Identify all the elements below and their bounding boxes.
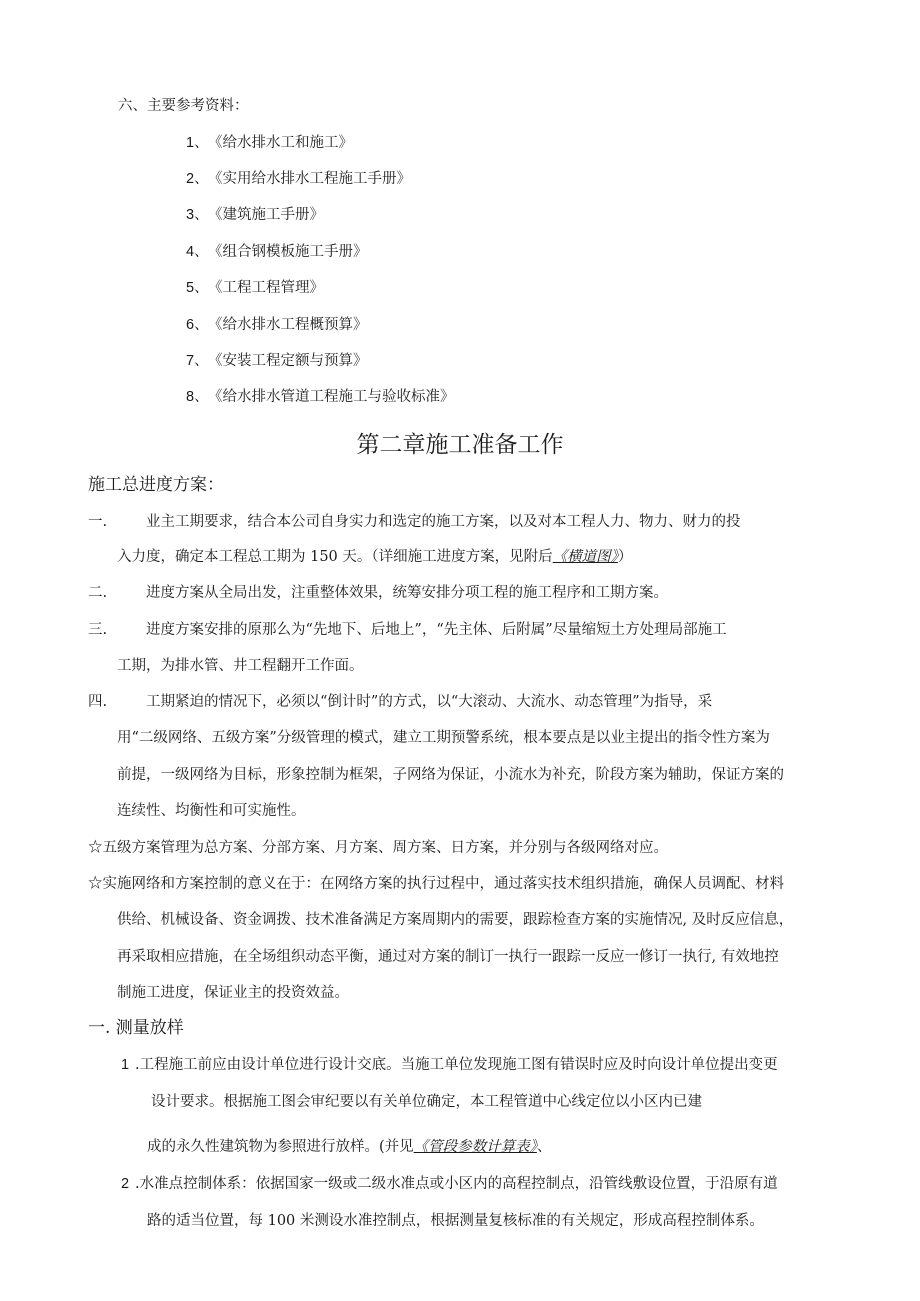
para-text: 进度方案安排的原那么为“先地下、后地上”，“先主体、后附属”尽量缩短土方处理局部施工 — [146, 622, 727, 638]
reference-item-7 — [186, 351, 368, 371]
para-text: .工程施工前应由设计单位进行设计交底。当施工单位发现施工图有错误时应及时向设计单位提出变更 — [135, 1057, 778, 1073]
reference-num: 8、 — [186, 389, 209, 405]
reference-num: 3、 — [186, 207, 209, 223]
gantt-chart-link[interactable]: 《横道图》 — [552, 549, 618, 565]
reference-num: 7、 — [186, 353, 209, 369]
schedule-p4-line3: 前提，一级网络为目标，形象控制为框架，子网络为保证，小流水为补充，阶段方案为辅助，保证方案的 — [117, 767, 784, 783]
schedule-p4-line2: 用“二级网络、五级方案”分级管理的模式，建立工期预警系统，根本要点是以业主提出的指令性方案为 — [117, 730, 770, 746]
para-text: ） — [617, 549, 633, 565]
para-text: 工期紧迫的情况下，必须以“倒计时”的方式，以“大滚动、大流水、动态管理”为指导，采 — [146, 694, 713, 710]
para-text: 、 — [536, 1139, 552, 1155]
schedule-p3-line1 — [88, 620, 727, 640]
para-text: 入力度，确定本工程总工期为 150 天。（详细施工进度方案，见附后 — [117, 549, 553, 565]
reference-item-6 — [186, 315, 368, 335]
reference-title: 《实用给水排水工程施工手册》 — [208, 171, 411, 187]
reference-title: 《给水排水管道工程施工与验收标准》 — [208, 389, 455, 405]
reference-num: 1、 — [186, 135, 209, 151]
reference-title: 《给水排水工和施工》 — [208, 135, 353, 151]
reference-num: 6、 — [186, 317, 209, 333]
para-marker: 三. — [88, 622, 108, 638]
para-marker: 二. — [88, 585, 108, 601]
reference-item-1 — [186, 133, 353, 153]
schedule-p1-line2 — [117, 547, 632, 567]
schedule-p4-line4: 连续性、均衡性和可实施性。 — [117, 803, 306, 819]
para-marker: 一. — [88, 514, 108, 530]
reference-num: 4、 — [186, 244, 209, 260]
para-text: 成的永久性建筑物为参照进行放样。(并见 — [147, 1139, 414, 1155]
pipe-parameter-table-link[interactable]: 《管段参数计算表》 — [413, 1139, 537, 1155]
reference-title: 《组合钢模板施工手册》 — [208, 244, 368, 260]
reference-item-2 — [186, 169, 411, 189]
para-text: .水准点控制体系：依据国家一级或二级水准点或小区内的高程控制点，沿管线敷设位置，于沿原有道 — [135, 1176, 778, 1192]
survey-item2-line2: 路的适当位置，每 100 米测设水准控制点，根据测量复核标准的有关规定，形成高程控制体系。 — [147, 1213, 764, 1229]
reference-item-4 — [186, 242, 368, 262]
survey-heading: 一. 测量放样 — [88, 1018, 184, 1038]
chapter-title: 第二章施工准备工作 — [356, 432, 564, 458]
schedule-heading: 施工总进度方案： — [88, 475, 224, 495]
para-marker: 四. — [88, 694, 108, 710]
item-number: 1 — [121, 1057, 130, 1073]
schedule-p2-line1 — [88, 583, 668, 603]
survey-item1-line2: 设计要求。根据施工图会审纪要以有关单位确定，本工程管道中心线定位以小区内已建 — [151, 1094, 702, 1110]
schedule-p3-line2: 工期，为排水管、井工程翻开工作面。 — [117, 658, 364, 674]
para-text: 业主工期要求，结合本公司自身实力和选定的施工方案，以及对本工程人力、物力、财力的投 — [146, 514, 741, 530]
references-heading: 六、主要参考资料： — [118, 98, 249, 114]
reference-title: 《安装工程定额与预算》 — [208, 353, 368, 369]
schedule-star2-line1: ☆实施网络和方案控制的意义在于：在网络方案的执行过程中，通过落实技术组织措施，确保人员调配、材料 — [88, 876, 784, 892]
schedule-star1: ☆五级方案管理为总方案、分部方案、月方案、周方案、日方案，并分别与各级网络对应。 — [88, 840, 668, 856]
reference-title: 《给水排水工程概预算》 — [208, 317, 368, 333]
para-text: 进度方案从全局出发，注重整体效果，统筹安排分项工程的施工程序和工期方案。 — [146, 585, 668, 601]
survey-item1-line1 — [121, 1055, 778, 1075]
survey-item2-line1 — [121, 1174, 778, 1194]
survey-item1-line3 — [147, 1137, 551, 1157]
schedule-p4-line1 — [88, 692, 712, 712]
item-number: 2 — [121, 1176, 130, 1192]
reference-item-5 — [186, 278, 324, 298]
reference-item-8 — [186, 387, 455, 407]
schedule-star2-line3: 再采取相应措施，在全场组织动态平衡，通过对方案的制订一执行一跟踪一反应一修订一执行, 有效地控 — [117, 949, 779, 965]
schedule-p1-line1 — [88, 512, 741, 532]
reference-num: 2、 — [186, 171, 209, 187]
reference-item-3 — [186, 205, 324, 225]
schedule-star2-line4: 制施工进度，保证业主的投资效益。 — [117, 985, 349, 1001]
reference-num: 5、 — [186, 280, 209, 296]
schedule-star2-line2: 供给、机械设备、资金调拨、技术准备满足方案周期内的需要，跟踪检查方案的实施情况, 及时反应信息， — [117, 912, 794, 928]
reference-title: 《建筑施工手册》 — [208, 207, 324, 223]
reference-title: 《工程工程管理》 — [208, 280, 324, 296]
